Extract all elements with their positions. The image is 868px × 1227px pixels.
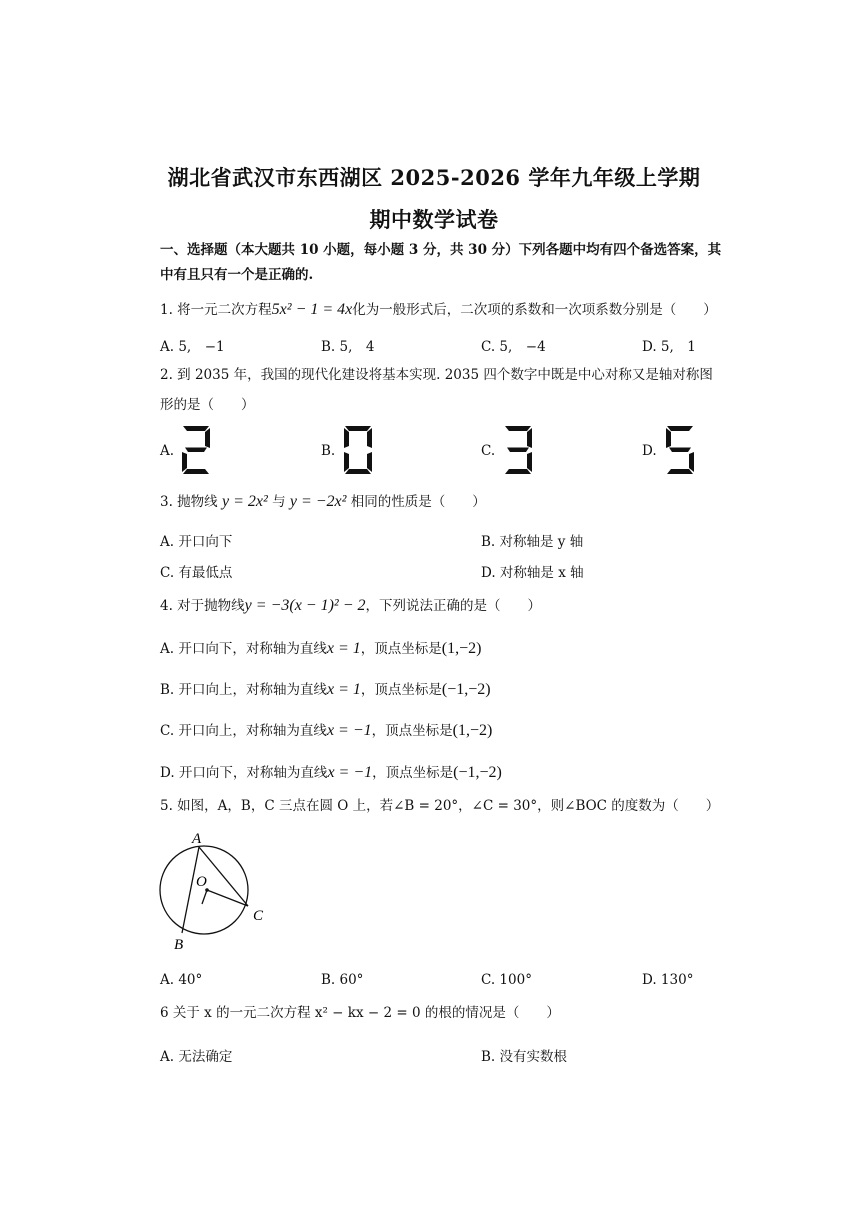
q1-equation: 5x² − 1 = 4x [271,301,353,318]
q5-option-c: C. 100° [481,972,532,988]
q4-prefix: 4. 对于抛物线 [160,598,245,614]
circle-diagram [150,826,280,954]
q4-suffix: ，下列说法正确的是（ ） [365,598,542,614]
q3-mid: 与 [272,494,286,510]
radius-ob [202,890,207,904]
q2-option-b-letter: B. [321,443,336,459]
q4-option-b-axis: x = 1 [327,681,361,698]
q4-option-c-vertex: (1,−2) [452,722,493,739]
q4-option-c-mid: ，顶点坐标是 [371,723,453,739]
q4-option-a-mid: ，顶点坐标是 [360,641,442,657]
question-3 [160,493,486,511]
q1-option-d: D. 5, 1 [642,339,696,355]
section-heading-line2: 中有且只有一个是正确的. [160,267,314,283]
q1-suffix: 化为一般形式后，二次项的系数和一次项系数分别是（ ） [352,302,717,318]
q4-option-d [160,761,502,782]
q4-option-d-vertex: (−1,−2) [453,764,502,781]
q4-option-d-axis: x = −1 [327,764,373,781]
q4-equation: y = −3(x − 1)² − 2 [244,597,366,614]
q1-option-c: C. 5, −4 [481,339,546,355]
q6-option-b: B. 没有实数根 [481,1049,568,1065]
q3-eq1: y = 2x² [221,493,268,510]
q2-option-a-letter: A. [160,443,175,459]
q5-option-d: D. 130° [642,972,694,988]
question-5: 5. 如图，A，B，C 三点在圆 O 上，若∠B = 20°，∠C = 30°，则∠BOC 的度数为（ ） [160,798,720,814]
q3-suffix: 相同的性质是（ ） [350,494,486,510]
q5-option-b: B. 60° [321,972,364,988]
q1-option-b: B. 5, 4 [321,339,375,355]
digit-3-icon [502,425,534,475]
exam-subtitle: 期中数学试卷 [369,207,499,232]
q4-option-b-text: B. 开口向上，对称轴为直线 [160,682,328,698]
label-c: C [253,908,264,924]
q3-option-c: C. 有最低点 [160,565,233,581]
q5-option-a: A. 40° [160,972,203,988]
q4-option-d-text: D. 开口向下，对称轴为直线 [160,765,328,781]
label-o: O [196,874,207,890]
q4-option-c-text: C. 开口向上，对称轴为直线 [160,723,327,739]
q4-option-b-mid: ，顶点坐标是 [360,682,442,698]
digit-0-icon [342,425,374,475]
q2-option-c-letter: C. [481,443,496,459]
q3-option-a: A. 开口向下 [160,534,233,550]
question-6: 6 关于 x 的一元二次方程 x² − kx − 2 = 0 的根的情况是（ ） [160,1005,560,1021]
q3-option-d: D. 对称轴是 x 轴 [481,565,584,581]
q6-option-a: A. 无法确定 [160,1049,233,1065]
label-a: A [192,831,202,847]
question-4 [160,597,541,615]
section-heading-line1: 一、选择题（本大题共 10 小题，每小题 3 分，共 30 分）下列各题中均有四个备选答案，其 [160,242,722,258]
q4-option-b [160,678,491,699]
q4-option-d-mid: ，顶点坐标是 [372,765,454,781]
question-2-line1: 2. 到 2035 年，我国的现代化建设将基本实现. 2035 四个数字中既是中心对称又是轴对称图 [160,367,713,383]
q4-option-a-axis: x = 1 [326,640,361,657]
q1-option-a: A. 5, −1 [160,339,225,355]
digit-2-icon [180,425,212,475]
q4-option-a-text: A. 开口向下，对称轴为直线 [160,641,327,657]
q2-option-d-letter: D. [642,443,657,459]
chord-ab [182,847,199,933]
q4-option-a [160,637,481,658]
q3-prefix: 3. 抛物线 [160,494,218,510]
q4-option-b-vertex: (−1,−2) [441,681,491,698]
question-1 [160,301,717,319]
q3-eq2: y = −2x² [289,493,347,510]
question-2-line2: 形的是（ ） [160,397,255,413]
q1-prefix: 1. 将一元二次方程 [160,302,272,318]
q4-option-c-axis: x = −1 [326,722,372,739]
q3-option-b: B. 对称轴是 y 轴 [481,534,584,550]
q4-option-a-vertex: (1,−2) [441,640,482,657]
q4-option-c [160,719,492,740]
digit-5-icon [664,425,696,475]
exam-title: 湖北省武汉市东西湖区 2025-2026 学年九年级上学期 [167,165,701,190]
label-b: B [174,937,184,953]
